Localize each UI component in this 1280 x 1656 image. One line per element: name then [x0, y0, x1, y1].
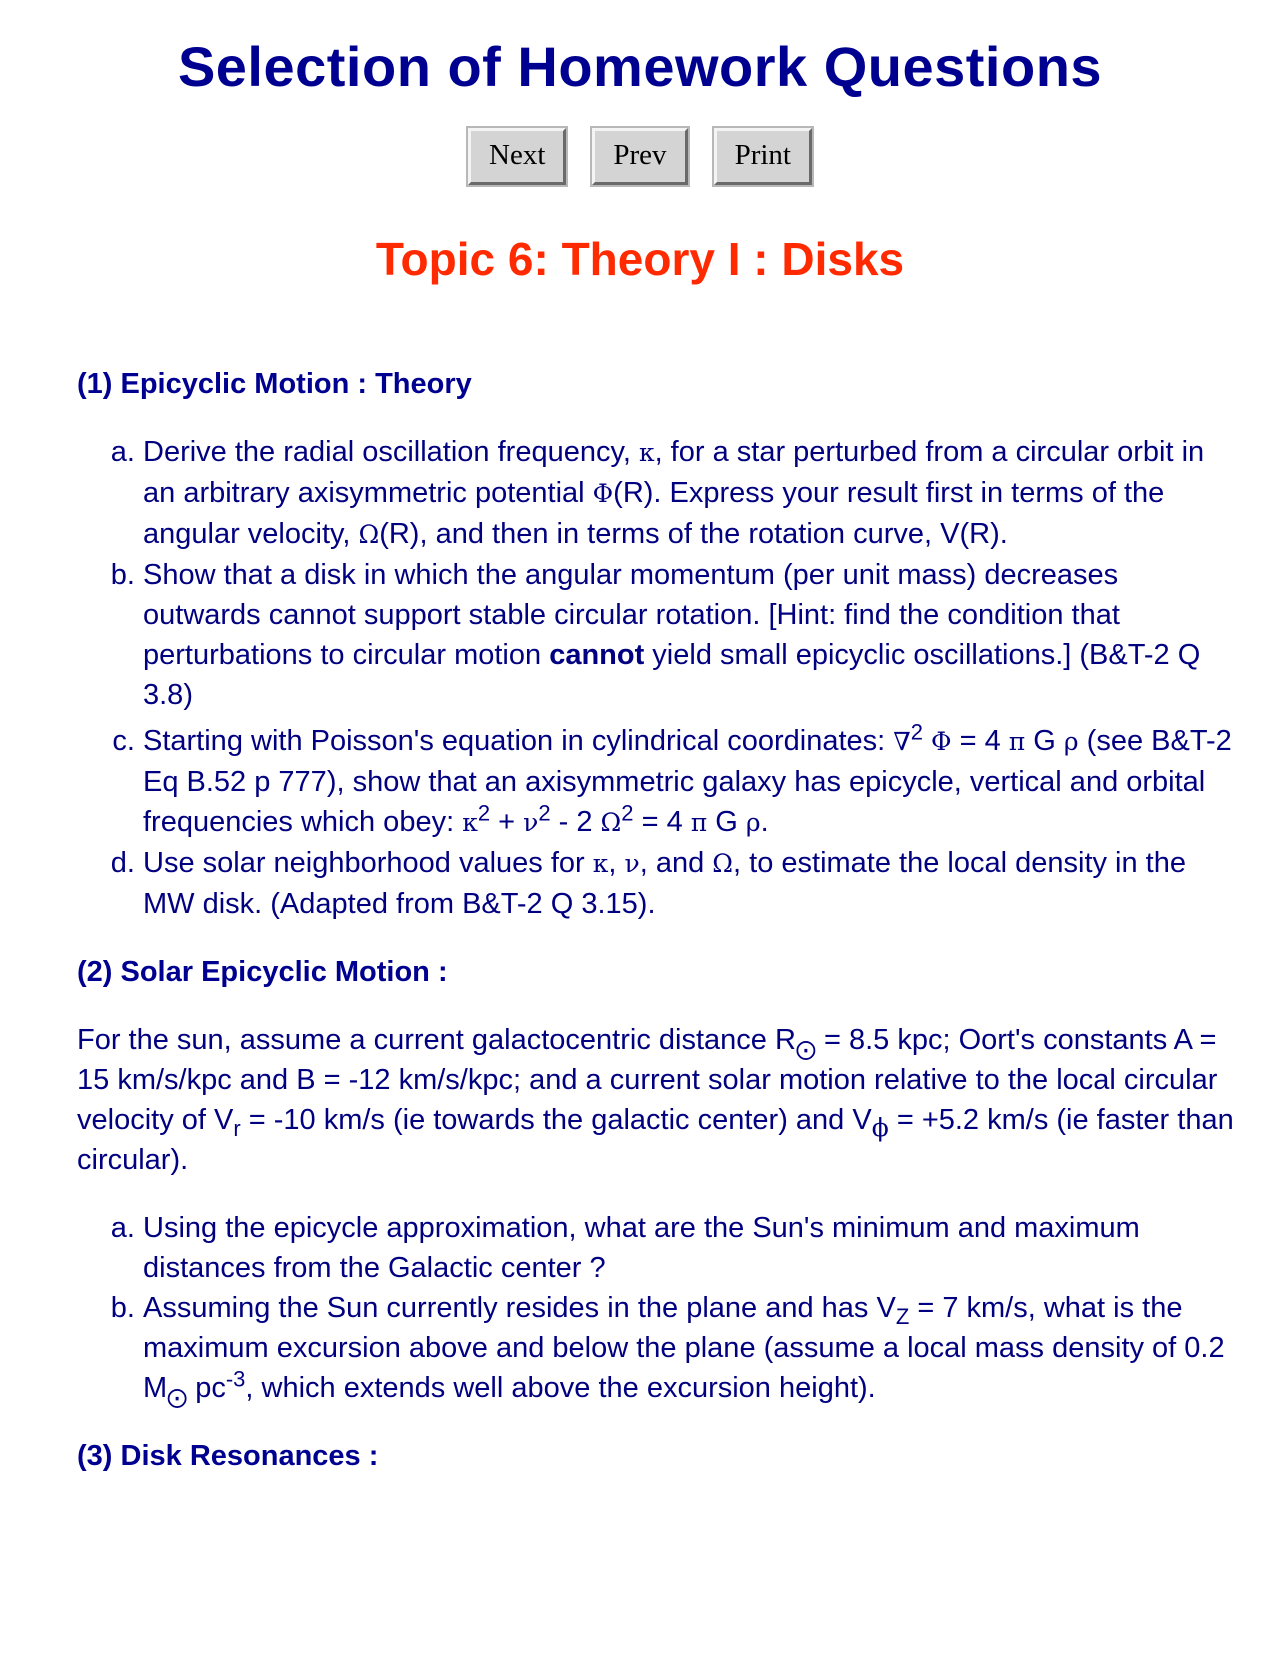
bold-text: cannot	[549, 639, 645, 671]
phi-symbol: Φ	[931, 727, 952, 756]
text: Use solar neighborhood values for	[143, 847, 593, 879]
exponent: 2	[910, 719, 923, 745]
section-1-list	[77, 432, 1237, 924]
text: Assuming the Sun currently resides in the plane and has V	[143, 1292, 896, 1324]
omega-symbol: Ω	[712, 849, 734, 878]
section-2-list	[77, 1208, 1237, 1408]
text: For the sun, assume a current galactocentric distance R	[77, 1024, 796, 1056]
text: .	[760, 806, 769, 838]
text: G	[1025, 725, 1064, 757]
text: = 4	[633, 806, 691, 838]
text: (R), and then in terms of the rotation curve, V(R).	[379, 518, 1008, 550]
question-2b	[143, 1288, 1237, 1408]
pi-symbol: π	[1008, 727, 1026, 756]
print-button[interactable]: Print	[714, 128, 812, 185]
text: Using the epicycle approximation, what are the Sun's minimum and maximum distances from the Galactic center ?	[143, 1212, 1140, 1284]
text: , to estimate the local density in the MW disk. (Adapted from B&T-2 Q 3.15).	[143, 847, 1187, 920]
exponent: -3	[225, 1366, 246, 1392]
text: = 7 km/s, what is the maximum excursion above and below the plane (assume a local mass density of 0.2 M	[143, 1292, 1225, 1404]
text: = -10 km/s (ie towards the galactic center) and V	[240, 1104, 872, 1136]
question-1d	[143, 843, 1237, 924]
text: = 4	[951, 725, 1009, 757]
text: ,	[608, 847, 625, 879]
next-button[interactable]: Next	[468, 128, 566, 185]
prev-button[interactable]: Prev	[592, 128, 687, 185]
exponent: 2	[621, 800, 634, 826]
subscript: r	[233, 1115, 241, 1141]
text: = 8.5 kpc; Oort's constants A = 15 km/s/kpc and B = -12 km/s/kpc; and a current solar motion relative to the local circular velocity of V	[77, 1024, 1218, 1136]
section-2-heading: (2) Solar Epicyclic Motion :	[77, 956, 448, 988]
nu-symbol: ν	[624, 849, 640, 878]
nabla-symbol: ∇	[893, 727, 911, 756]
text: , for a star perturbed from a circular orbit in an arbitrary axisymmetric potential	[143, 436, 1205, 509]
text: Starting with Poisson's equation in cylindrical coordinates:	[143, 725, 894, 757]
text: , which extends well above the excursion height).	[245, 1372, 876, 1404]
question-1b	[143, 555, 1237, 715]
pi-symbol: π	[690, 808, 708, 837]
rho-symbol: ρ	[1063, 727, 1079, 756]
text: Derive the radial oscillation frequency,	[143, 436, 639, 468]
phi-symbol: Φ	[592, 479, 614, 508]
section-1-heading: (1) Epicyclic Motion : Theory	[77, 368, 472, 400]
nav-bar	[0, 128, 1280, 185]
text: Show that a disk in which the angular momentum (per unit mass) decreases outwards cannot support stable circular rotation. [Hint: find the condition that perturbations to circular motion	[143, 559, 1120, 671]
kappa-symbol: κ	[592, 849, 609, 878]
text: +	[490, 806, 524, 838]
text: - 2	[550, 806, 601, 838]
text: G	[707, 806, 746, 838]
text: yield small epicyclic oscillations.] (B&T-2 Q 3.8)	[143, 639, 1201, 711]
topic-heading: Topic 6: Theory I : Disks	[375, 233, 905, 285]
main-content	[77, 364, 1237, 1476]
sun-symbol: ⨀	[795, 1036, 816, 1061]
kappa-symbol: κ	[462, 808, 478, 837]
phi-subscript: ϕ	[871, 1112, 889, 1142]
exponent: 2	[538, 800, 551, 826]
omega-symbol: Ω	[600, 808, 622, 837]
section-3-heading: (3) Disk Resonances :	[77, 1440, 379, 1472]
omega-symbol: Ω	[358, 520, 380, 549]
page-title: Selection of Homework Questions	[177, 35, 1103, 98]
question-1a	[143, 432, 1237, 555]
kappa-symbol: κ	[638, 438, 655, 467]
question-2a	[143, 1208, 1237, 1288]
exponent: 2	[477, 800, 491, 826]
text: (R). Express your result first in terms of the angular velocity,	[143, 477, 1165, 550]
text: pc	[187, 1372, 226, 1404]
text: , and	[639, 847, 713, 879]
sun-symbol: ⨀	[167, 1384, 188, 1409]
nu-symbol: ν	[523, 808, 539, 837]
question-1c	[143, 721, 1237, 843]
rho-symbol: ρ	[745, 808, 761, 837]
text: (see B&T-2 Eq B.52 p 777), show that an axisymmetric galaxy has epicycle, vertical and orbital frequencies which obey:	[143, 725, 1232, 838]
section-2-paragraph	[77, 1020, 1237, 1180]
subscript: Z	[895, 1303, 910, 1329]
text: = +5.2 km/s (ie faster than circular).	[77, 1104, 1234, 1176]
